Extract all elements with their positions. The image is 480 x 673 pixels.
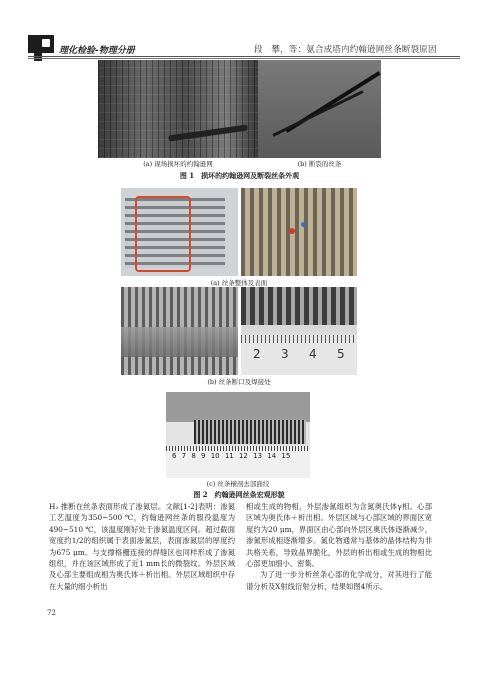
net-mesh-texture bbox=[98, 60, 258, 158]
body-paragraph: 相或生成的物相，外层渗氮组织为含氮奥氏体γ相。心部区域为奥氏体＋析出相。外层区域与心部区域的界面区宽度约为20 μm，界面区由心部向外层区奥氏体逐渐减少，渗氮形成相逐渐增多。氮化物通常与基体的晶体结构为非共格关系，导致晶界脆化，外层的析出相或生成的物相比心部更加细小、密集。 bbox=[246, 502, 432, 569]
highlight-box bbox=[135, 196, 191, 272]
ruler-numbers: 6 7 8 9 10 11 12 13 14 15 bbox=[172, 452, 291, 460]
journal-name: 理化检验-物理分册 bbox=[59, 46, 135, 56]
ruler-number: 3 bbox=[281, 347, 289, 361]
body-column-right bbox=[246, 501, 432, 592]
red-marker-icon bbox=[289, 228, 295, 234]
figure2c-photo-cross-section bbox=[166, 392, 310, 478]
background-plate bbox=[166, 392, 310, 422]
wire-surface-texture bbox=[241, 188, 357, 276]
figure2-title: 图 2 约翰逊网丝条宏观形貌 bbox=[193, 490, 285, 499]
figure1a-photo-damaged-net bbox=[98, 60, 258, 158]
ruler-number: 4 bbox=[309, 347, 317, 361]
figure2b-photo-weld bbox=[241, 287, 357, 375]
body-column-left bbox=[49, 501, 235, 592]
journal-logo-icon bbox=[28, 35, 54, 53]
figure1b-photo-broken-wires bbox=[258, 60, 381, 158]
figure2a-photo-wire-surface bbox=[241, 188, 357, 276]
figure2c-caption: (c) 丝条横剖去部面绞 bbox=[206, 480, 270, 488]
header-rule bbox=[28, 56, 460, 57]
figure1b-caption: (b) 断裂的丝条 bbox=[297, 160, 342, 168]
page-number: 72 bbox=[47, 609, 56, 617]
figure1a-caption: (a) 现场损坏的约翰逊网 bbox=[143, 160, 213, 168]
body-paragraph: H₂ 推断在丝条表面形成了渗氮层。文献[1-2]表明：渗氮工艺温度为350~500 ℃，约翰逊网丝条的服役温度为490~510 ℃，该温度刚好处于渗氮温度区间。超过截面宽度约1/2的组织属于表面渗氮层，表面渗氮层的厚度约为675 μm。与支撑格栅连接的焊缝区也同样形成了渗氮组织，并在该区域形成了近1 mm长的微裂纹。外层区域及心部主要组成相为奥氏体＋析出相。外层区域组织中存在大量的细小析出 bbox=[49, 502, 235, 591]
ruler-number: 5 bbox=[337, 347, 345, 361]
wire-teeth bbox=[194, 420, 306, 444]
ruler bbox=[166, 446, 310, 478]
header-rule-thin bbox=[28, 58, 460, 59]
figure2a-caption: (a) 丝条整体及表面 bbox=[210, 279, 268, 287]
figure2b-photo-fracture bbox=[121, 287, 238, 375]
blue-marker-icon bbox=[301, 222, 306, 227]
running-head: 段 攀，等：氨合成塔内约翰逊网丝条断裂原因 bbox=[254, 45, 437, 55]
ruler-number: 2 bbox=[253, 347, 261, 361]
figure2b-caption: (b) 丝条断口及焊接处 bbox=[207, 378, 271, 386]
weld-band bbox=[121, 327, 238, 357]
figure1-title: 图 1 损坏的约翰逊网及断裂丝条外观 bbox=[179, 171, 300, 180]
wire-teeth bbox=[241, 287, 357, 325]
figure2a-photo-wire-overall bbox=[121, 188, 238, 276]
body-paragraph: 为了进一步分析丝条心部的化学成分，对其进行了能谱分析及X射线衍射分析，结果如图4所示。 bbox=[246, 570, 432, 591]
broken-wire bbox=[272, 90, 363, 137]
